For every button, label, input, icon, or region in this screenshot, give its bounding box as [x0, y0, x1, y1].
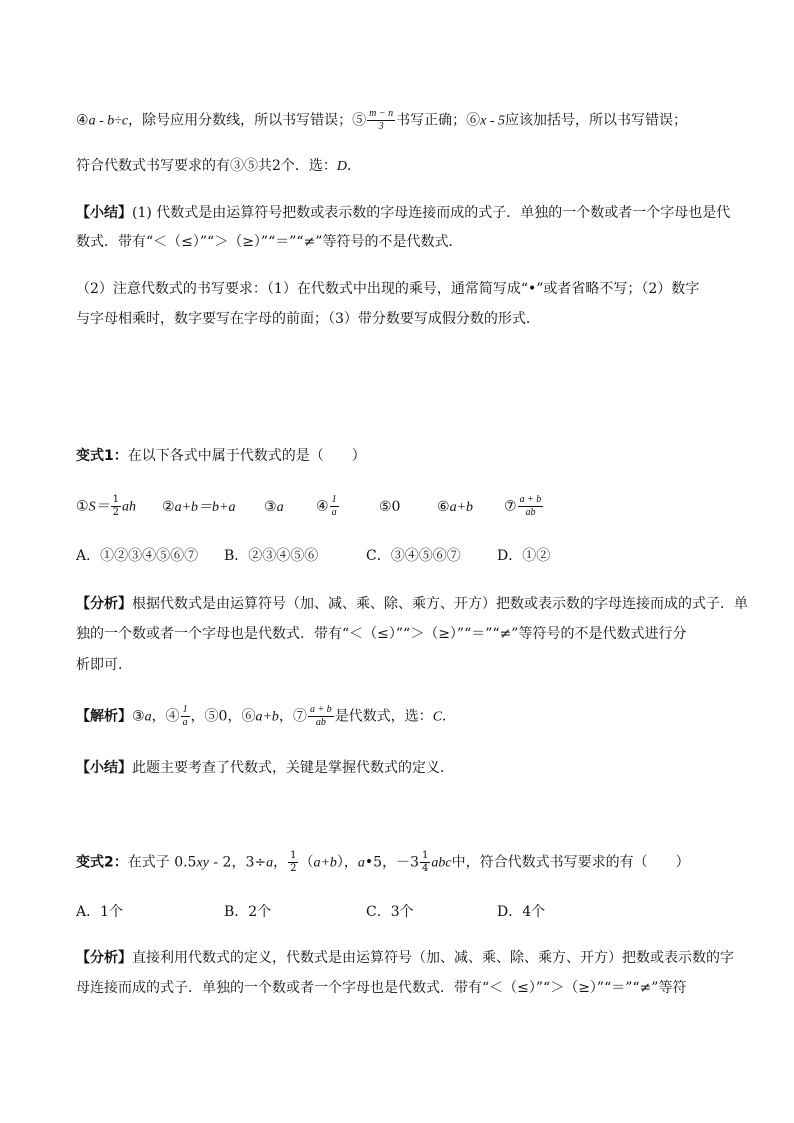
- fraction: [420, 850, 430, 875]
- numerator: 1: [422, 850, 429, 861]
- item-7: [504, 494, 544, 519]
- math-expr: a+b: [313, 855, 337, 871]
- math-expr: D: [336, 159, 348, 174]
- solution-tag: 【解析】: [76, 708, 132, 725]
- item-2: [162, 497, 235, 518]
- text: •5，－3: [364, 854, 419, 871]
- text: ③: [264, 499, 277, 515]
- answer-line: [76, 156, 361, 177]
- text: 根据代数式是由运算符号（加、减、乘、除、乘方、开方）把数或表示数的字母连接而成的式子．单: [132, 596, 748, 612]
- fraction: [330, 494, 339, 519]
- denominator: ab: [315, 717, 326, 728]
- math-expr: a - b÷c: [88, 113, 129, 129]
- numerator: a + b: [309, 704, 332, 715]
- item-4: [316, 494, 340, 519]
- option-d: D．4个: [497, 904, 546, 920]
- text: 应该加括号，所以书写错误；: [505, 112, 687, 129]
- solution-continuation-line: [76, 108, 687, 133]
- text: 在以下各式中属于代数式的是（ ）: [127, 448, 366, 464]
- text: ，: [273, 854, 288, 871]
- text: ⑥: [437, 499, 450, 515]
- text: 是代数式，选：: [334, 708, 433, 725]
- variant2-analysis-line-2: [76, 978, 686, 998]
- summary-line-4: [76, 309, 540, 329]
- item-6: [437, 497, 473, 518]
- denominator: 3: [378, 121, 384, 132]
- text: - 2，3÷: [208, 854, 267, 871]
- text: 书写正确；⑥: [396, 112, 481, 129]
- text: ④: [76, 112, 89, 129]
- text: ⑦: [504, 498, 517, 515]
- variant1-solution: [76, 704, 456, 729]
- variant2-question: [76, 850, 690, 875]
- denominator: ab: [525, 507, 536, 518]
- text: ，④: [151, 708, 180, 725]
- numerator: 1: [182, 704, 188, 715]
- text: ①: [76, 498, 89, 515]
- option-c: C．③④⑤⑥⑦: [366, 548, 461, 564]
- text: ．: [442, 708, 457, 725]
- item-5: ⑤0: [379, 499, 401, 515]
- text: ②: [162, 499, 175, 515]
- variant1-analysis-line-2: [76, 624, 686, 644]
- fraction: [518, 494, 544, 519]
- fraction: [308, 704, 334, 729]
- option-c: C．3个: [366, 904, 414, 920]
- math-expr: a+b＝b+a: [174, 500, 236, 515]
- math-expr: ah: [121, 499, 136, 515]
- math-expr: a: [144, 709, 152, 725]
- option-b: B．2个: [224, 904, 272, 920]
- analysis-tag: 【分析】: [76, 950, 132, 966]
- math-expr: abc: [431, 855, 452, 871]
- text: 母连接而成的式子．单独的一个数或者一个字母也是代数式．带有“＜（≤）”“＞（≥）”“＝”“≠”等符: [76, 980, 687, 996]
- math-expr: xy: [196, 855, 209, 871]
- fraction: [288, 850, 298, 875]
- variant1-summary: [76, 758, 454, 778]
- option-a: A．①②③④⑤⑥⑦: [76, 548, 199, 564]
- item-1: [76, 494, 136, 519]
- math-expr: x - 5: [480, 113, 505, 129]
- text: 中，符合代数式书写要求的有（ ）: [451, 854, 690, 871]
- variant1-analysis-line-1: [76, 594, 748, 614]
- math-expr: a: [266, 855, 274, 871]
- text: ），: [336, 854, 358, 871]
- numerator: 1: [290, 850, 297, 861]
- math-expr: S＝: [88, 499, 110, 515]
- item-3: [264, 497, 284, 518]
- option-d: D．①②: [497, 548, 551, 564]
- text: 此题主要考查了代数式，关键是掌握代数式的定义．: [132, 760, 454, 776]
- text: ④: [316, 498, 329, 515]
- text: ，除号应用分数线，所以书写错误；⑤: [128, 112, 367, 129]
- denominator: 2: [290, 863, 297, 874]
- summary-tag: 【小结】: [76, 205, 132, 221]
- text: 与字母相乘时，数字要写在字母的前面；（3）带分数要写成假分数的形式．: [76, 311, 540, 327]
- text: （2）注意代数式的书写要求：（1）在代数式中出现的乘号，通常简写成“•”或者省略不写；（2）数字: [76, 281, 700, 297]
- numerator: a + b: [519, 494, 542, 505]
- text: 析即可．: [76, 657, 132, 673]
- variant2-analysis-line-1: [76, 948, 734, 968]
- summary-line-1: [76, 203, 730, 223]
- variant1-question: [76, 446, 366, 466]
- math-expr: a: [276, 500, 284, 515]
- numerator: 1: [112, 494, 119, 505]
- denominator: 2: [112, 507, 119, 518]
- denominator: a: [182, 717, 188, 728]
- fraction: [181, 704, 190, 729]
- summary-line-2: [76, 232, 462, 252]
- numerator: m − n: [369, 108, 394, 119]
- text: (1) 代数式是由运算符号把数或表示数的字母连接而成的式子．单独的一个数或者一个字母也是代: [132, 205, 731, 221]
- text: 在式子 0.5: [127, 854, 197, 871]
- math-expr: a+b: [255, 709, 279, 725]
- text: ，⑤0，⑥: [190, 708, 256, 725]
- option-a: A．1个: [76, 904, 124, 920]
- text: 符合代数式书写要求的有③⑤共2个．选：: [76, 158, 337, 174]
- summary-tag: 【小结】: [76, 760, 132, 776]
- text: 直接利用代数式的定义，代数式是由运算符号（加、减、乘、除、乘方、开方）把数或表示数的字: [132, 950, 734, 966]
- math-expr: C: [432, 709, 443, 725]
- variant1-analysis-line-3: [76, 655, 132, 675]
- text: ．: [347, 158, 362, 174]
- analysis-tag: 【分析】: [76, 596, 132, 612]
- variant-tag: 变式1：: [76, 448, 128, 464]
- text: （: [299, 854, 314, 871]
- numerator: 1: [331, 494, 337, 505]
- text: 数式．带有“＜（≤）”“＞（≥）”“＝”“≠”等符号的不是代数式．: [76, 234, 463, 250]
- math-expr: a: [357, 855, 365, 871]
- text: 独的一个数或者一个字母也是代数式．带有“＜（≤）”“＞（≥）”“＝”“≠”等符号的不是代数式进行分: [76, 626, 687, 642]
- fraction: [367, 108, 395, 133]
- denominator: 4: [422, 863, 429, 874]
- summary-line-3: [76, 279, 699, 299]
- text: ，⑦: [278, 708, 307, 725]
- option-b: B．②③④⑤⑥: [224, 548, 319, 564]
- variant-tag: 变式2：: [76, 854, 128, 871]
- text: ③: [132, 708, 145, 725]
- denominator: a: [331, 507, 337, 518]
- fraction: [111, 494, 121, 519]
- math-expr: a+b: [449, 500, 474, 515]
